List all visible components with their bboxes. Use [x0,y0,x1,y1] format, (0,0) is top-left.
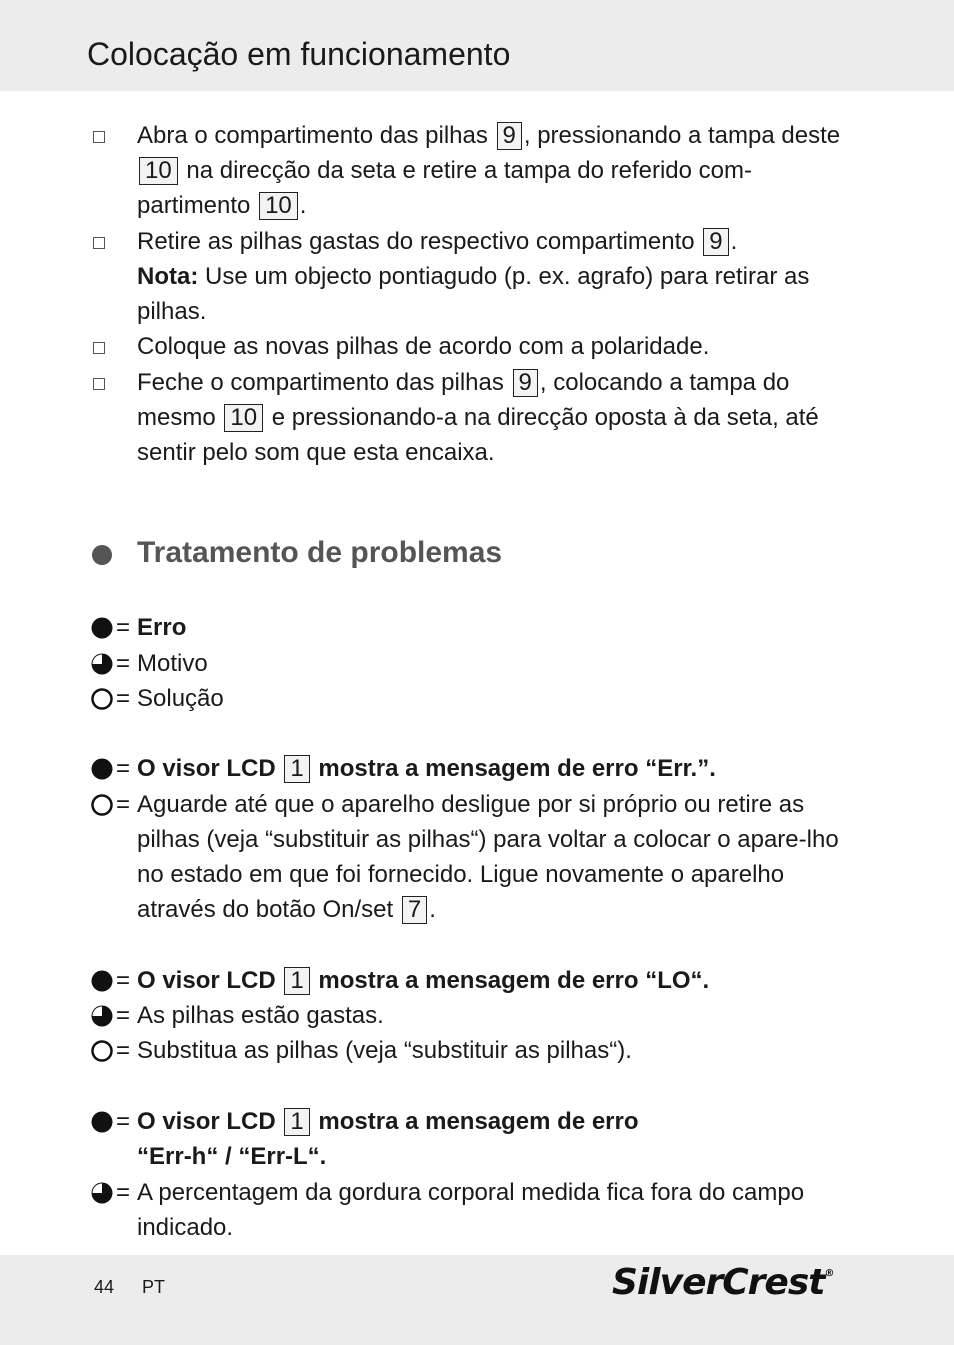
error-symbol-icon [90,616,114,640]
step-3: Coloque as novas pilhas de acordo com a polaridade. [137,333,710,360]
cause-symbol-icon [90,1004,114,1028]
problem-3-cause: A percentagem da gordura corporal medida fica fora do campo indicado. [137,1179,805,1241]
language-code: PT [142,1277,166,1297]
legend-error: Erro [137,614,187,641]
page-number: 44 [94,1277,115,1297]
solution-symbol-icon [90,793,114,817]
problem-1-solution: Aguarde até que o aparelho desligue por si próprio ou retire as pilhas (veja “substituir as pilhas“) para voltar a colocar o apare-lho no estado em que foi fornecido. Ligue novamente o aparelho através do botão On/set 7 . [137,791,839,923]
page-title: Colocação em funcionamento [87,36,511,72]
cause-symbol-icon [90,1181,114,1205]
error-symbol-icon [90,757,114,781]
ref-box: 10 [259,192,298,220]
problem-1-error: O visor LCD 1 mostra a mensagem de erro “Err.”. [137,755,716,782]
page-header [0,0,954,91]
section-title: Tratamento de problemas [137,536,503,569]
problem-2-error: O visor LCD 1 mostra a mensagem de erro “LO“. [137,967,710,994]
cause-symbol-icon [90,652,114,676]
step-1: Abra o compartimento das pilhas 9 , pressionando a tampa deste 10 na direcção da seta e retire a tampa do referido com-partimento 10 . [137,122,841,219]
note-text: Use um objecto pontiagudo (p. ex. agrafo) para retirar as pilhas. [137,263,810,325]
ref-box: 1 [284,1108,309,1136]
ref-box: 1 [284,755,309,783]
bullet-square [93,237,105,249]
problem-2-cause: As pilhas estão gastas. [137,1002,384,1029]
section-bullet-icon [92,545,112,565]
note-label: Nota: [137,263,199,290]
legend-cause: Motivo [137,650,208,677]
legend-solution: Solução [137,685,224,712]
ref-box: 9 [703,228,728,256]
ref-box: 10 [224,404,263,432]
problem-3-error: O visor LCD 1 mostra a mensagem de erro “Err-h“ / “Err-L“. [137,1108,639,1170]
step-4: Feche o compartimento das pilhas 9 , colocando a tampa do mesmo 10 e pressionando-a na direcção oposta à da seta, até sentir pelo som que esta encaixa. [137,369,819,466]
error-symbol-icon [90,1110,114,1134]
bullet-square [93,342,105,354]
bullet-square [93,131,105,143]
ref-box: 10 [139,157,178,185]
step-2: Retire as pilhas gastas do respectivo compartimento 9 . Nota: Use um objecto pontiagudo (p. ex. agrafo) para retirar as pilhas. [137,228,810,325]
ref-box: 7 [402,896,427,924]
ref-box: 9 [497,122,522,150]
solution-symbol-icon [90,1039,114,1063]
bullet-square [93,378,105,390]
brand-logo: SilverCrest® [612,1262,834,1303]
error-symbol-icon [90,969,114,993]
problem-2-solution: Substitua as pilhas (veja “substituir as pilhas“). [137,1037,632,1064]
ref-box: 1 [284,967,309,995]
solution-symbol-icon [90,687,114,711]
ref-box: 9 [513,369,538,397]
